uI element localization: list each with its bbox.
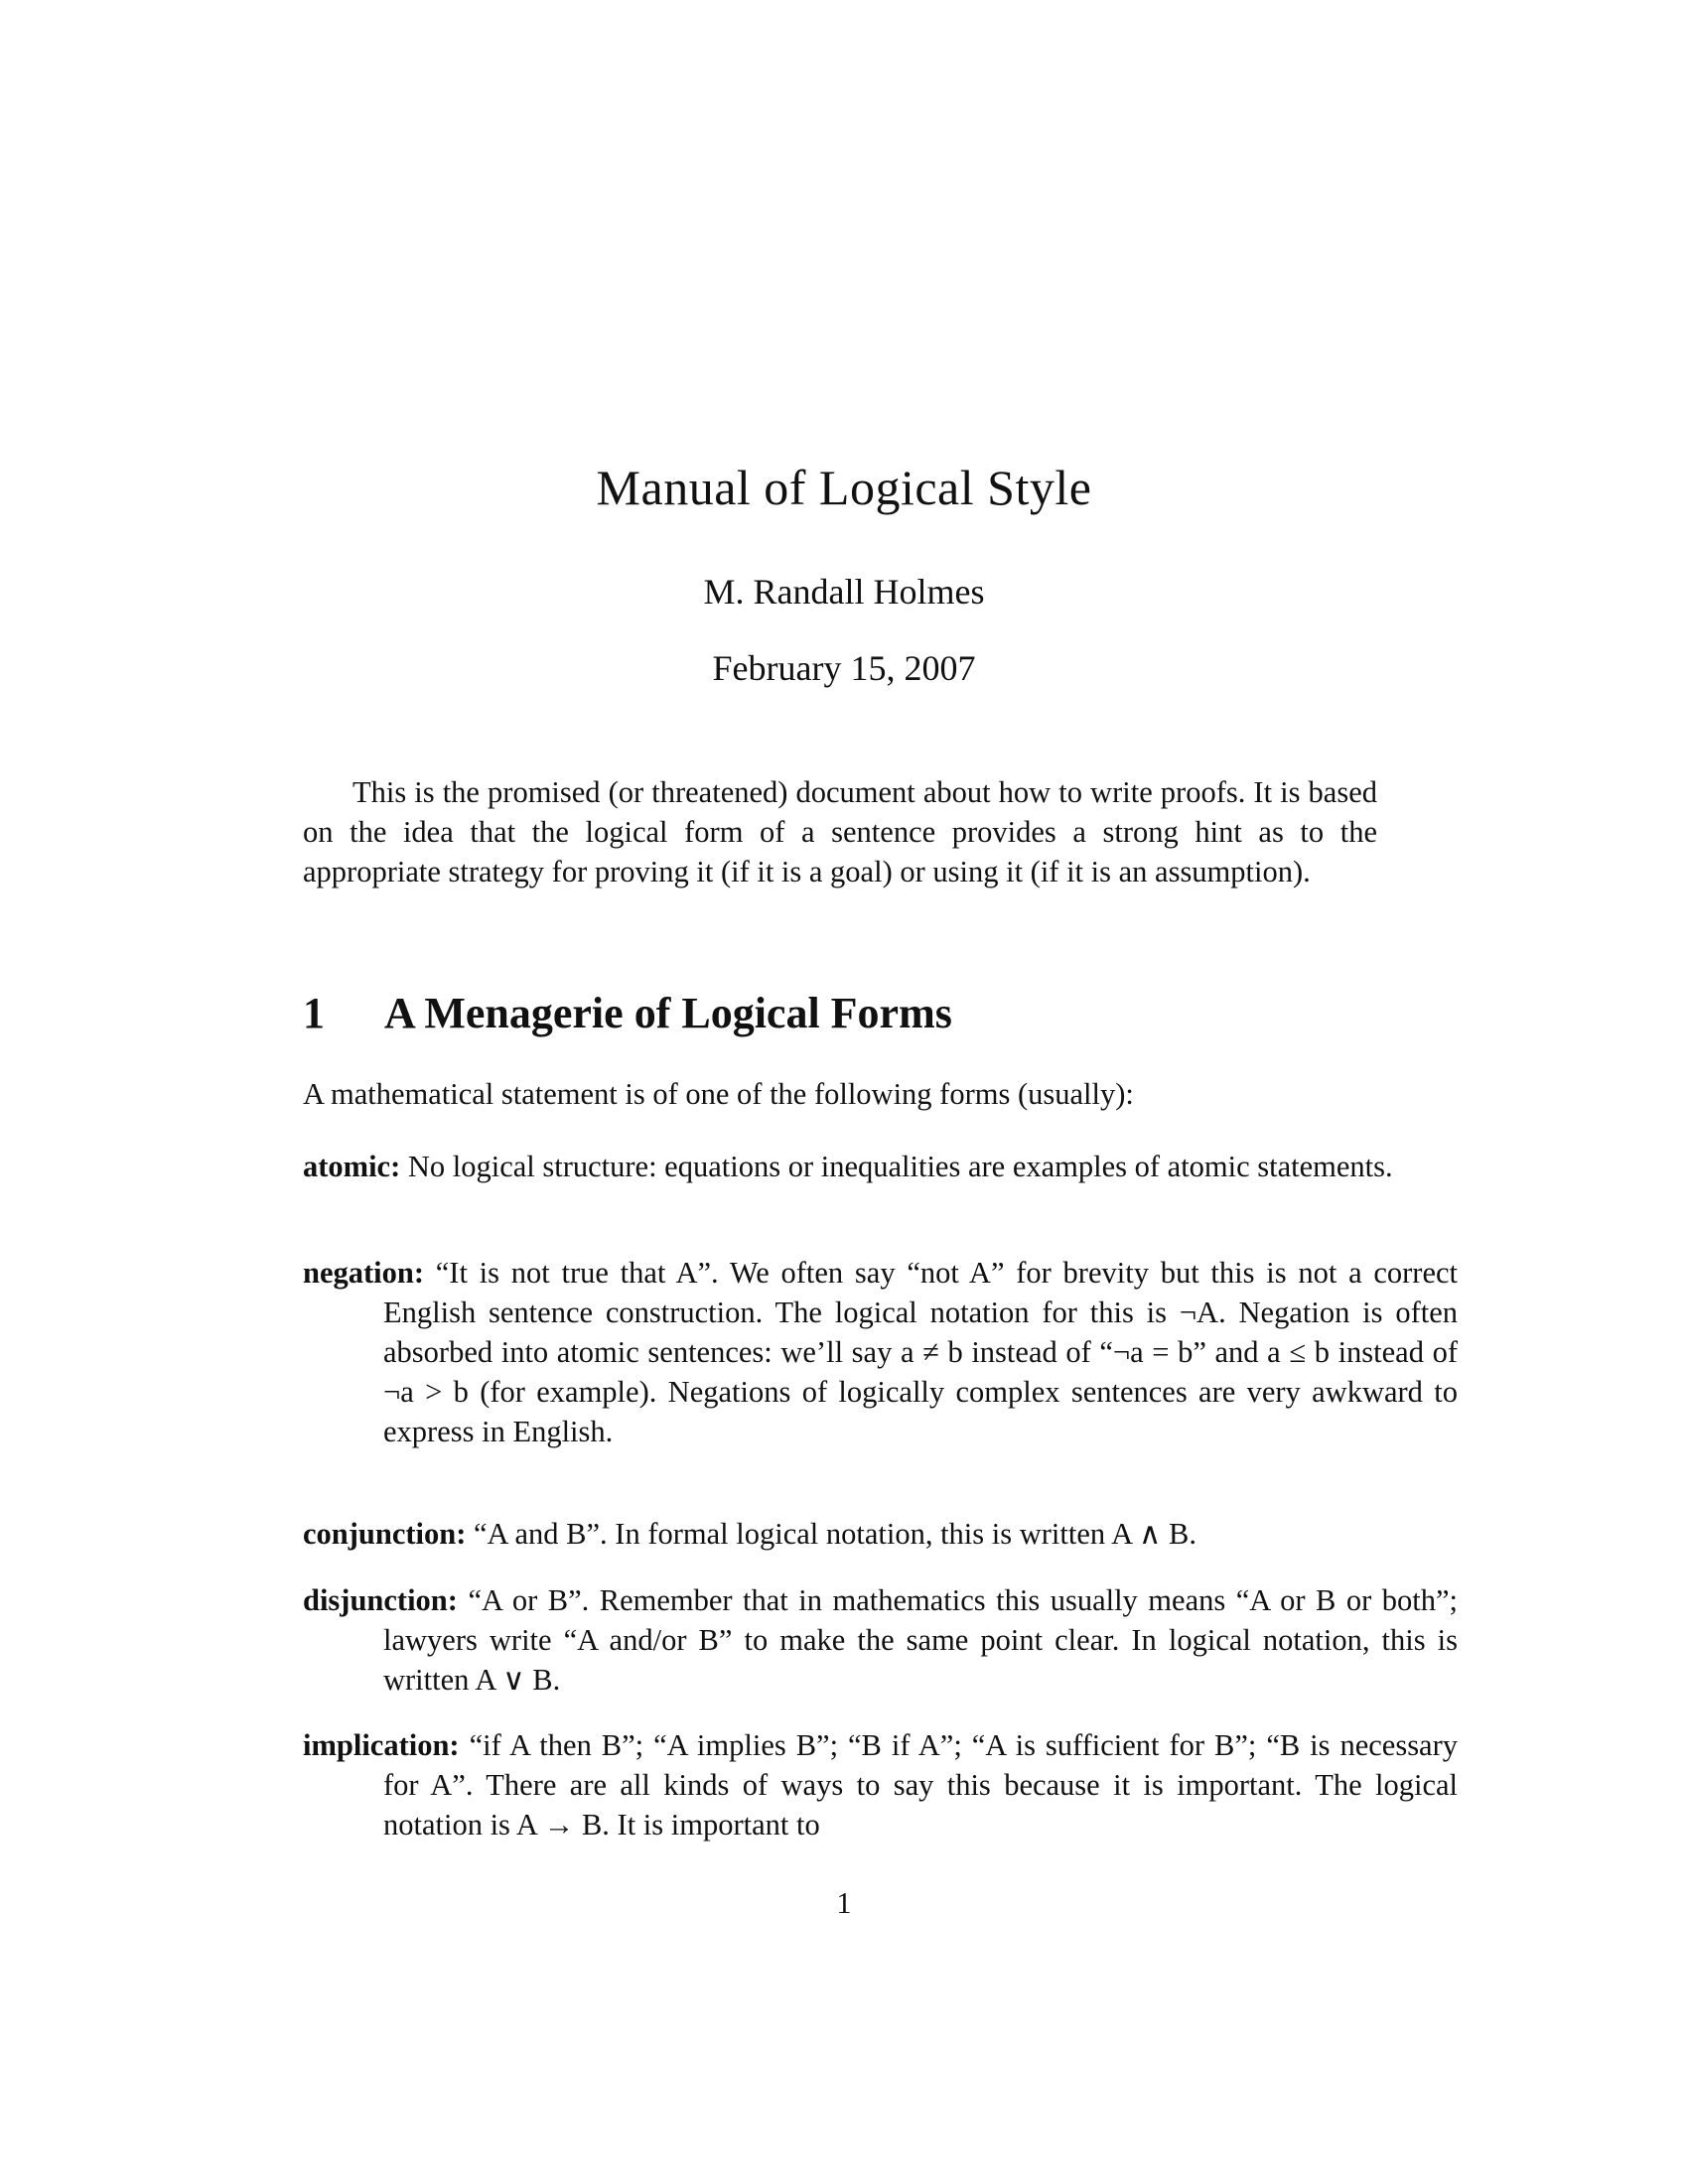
section-title: A Menagerie of Logical Forms bbox=[384, 989, 952, 1037]
section-heading bbox=[303, 988, 952, 1038]
abstract-paragraph: This is the promised (or threatened) document about how to write proofs. It is based on the idea that the logical form of a sentence provides a strong hint as to the appropriate strategy for proving it (if it is a goal) or using it (if it is an assumption). bbox=[303, 775, 1377, 888]
definition-item-atomic bbox=[303, 1147, 1458, 1186]
document-title: Manual of Logical Style bbox=[596, 460, 1092, 515]
definition-text: “A and B”. In formal logical notation, this is written A ∧ B. bbox=[474, 1517, 1196, 1551]
definition-item-negation bbox=[303, 1253, 1458, 1451]
definition-text: “if A then B”; “A implies B”; “B if A”; “A is sufficient for B”; “B is necessary for A”. There are all kinds of ways to say this because it is important. The logical notation is A → B. It is important to bbox=[383, 1728, 1459, 1842]
definition-term: conjunction: bbox=[303, 1517, 467, 1551]
definition-term: implication: bbox=[303, 1728, 460, 1762]
page-number: 1 bbox=[836, 1886, 852, 1920]
definition-text: “It is not true that A”. We often say “not A” for brevity but this is not a correct English sentence construction. The logical notation for this is ¬A. Negation is often absorbed into atomic sentences: we’ll say a ≠ b instead of “¬a = b” and a ≤ b instead of ¬a > b (for example). Negations of logically complex sentences are very awkward to express in English. bbox=[383, 1256, 1459, 1448]
definition-text: No logical structure: equations or inequalities are examples of atomic statements. bbox=[407, 1150, 1393, 1183]
definition-text: “A or B”. Remember that in mathematics this usually means “A or B or both”; lawyers write “A and/or B” to make the same point clear. In logical notation, this is written A ∨ B. bbox=[383, 1583, 1458, 1697]
definition-item-disjunction bbox=[303, 1580, 1458, 1700]
definition-term: atomic: bbox=[303, 1150, 401, 1183]
definition-term: negation: bbox=[303, 1256, 424, 1290]
section-number: 1 bbox=[303, 989, 325, 1037]
intro-paragraph: A mathematical statement is of one of the following forms (usually): bbox=[303, 1077, 1134, 1111]
definition-item-implication bbox=[303, 1725, 1458, 1844]
document-date: February 15, 2007 bbox=[712, 648, 976, 688]
author-name: M. Randall Holmes bbox=[703, 572, 985, 612]
definition-item-conjunction bbox=[303, 1514, 1458, 1554]
definition-term: disjunction: bbox=[303, 1583, 458, 1617]
